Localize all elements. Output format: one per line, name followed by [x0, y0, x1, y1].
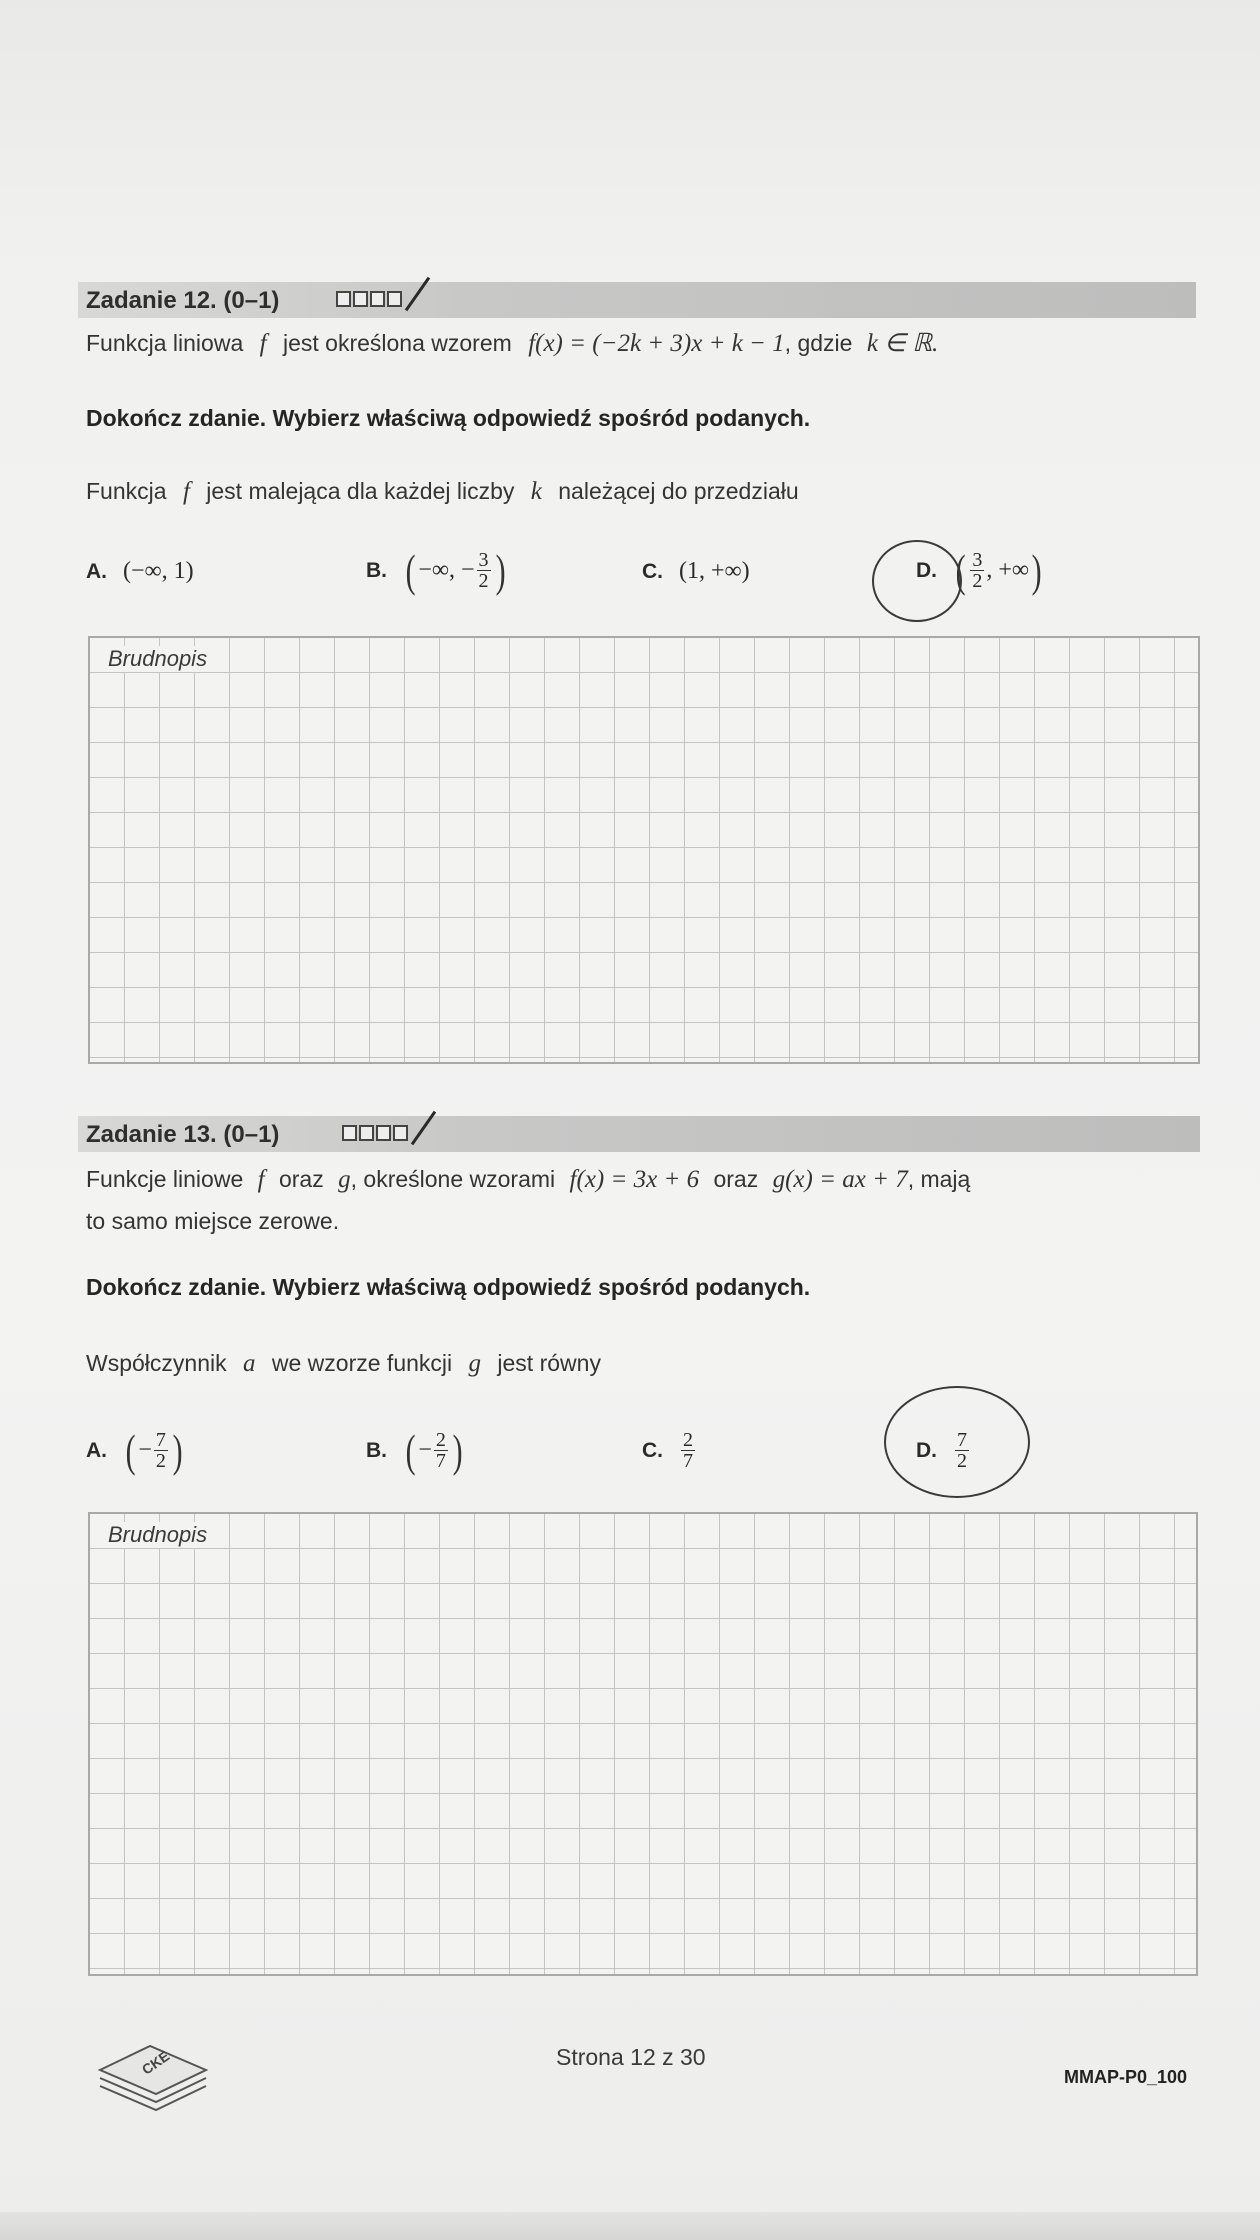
page-bottom-edge: [0, 2212, 1260, 2240]
scratch-label: Brudnopis: [104, 646, 211, 672]
score-slash-icon: [411, 1111, 436, 1145]
answer-12-a[interactable]: A. (−∞, 1): [86, 558, 194, 584]
selected-answer-circle: [884, 1386, 1030, 1498]
document-code: MMAP-P0_100: [1064, 2067, 1188, 2087]
answer-12-c[interactable]: C. (1, +∞): [642, 558, 750, 584]
scratch-area-13[interactable]: [88, 1512, 1198, 1976]
task-13-intro-line2: to samo miejsce zerowe.: [86, 1208, 340, 1234]
answer-12-d[interactable]: D. ( $\frac{3}{2}$ , +∞ ): [916, 544, 1042, 596]
task-13-title: Zadanie 13. (0–1): [86, 1121, 280, 1148]
answer-13-a[interactable]: A. ( − $\frac{7}{2}$ ): [86, 1424, 183, 1476]
answer-13-b[interactable]: B. ( − $\frac{2}{7}$ ): [366, 1424, 463, 1476]
answer-12-b[interactable]: B. ( −∞, − $\frac{3}{2}$ ): [366, 544, 506, 596]
cke-logo-icon: [94, 2040, 214, 2125]
scratch-area-12[interactable]: [88, 636, 1200, 1064]
score-boxes: [336, 291, 402, 307]
task-12-instruction: Dokończ zdanie. Wybierz właściwą odpowiedź spośród podanych.: [86, 405, 811, 431]
page-number: Strona 12 z 30: [556, 2044, 706, 2070]
task-13-header: [78, 1116, 1200, 1152]
task-13-prompt: Współczynnik a we wzorze funkcji g jest równy: [86, 1350, 601, 1377]
answer-13-c[interactable]: C. $\frac{2}{7}$: [642, 1429, 693, 1472]
task-12-title: Zadanie 12. (0–1): [86, 287, 280, 314]
task-12-header: [78, 282, 1196, 318]
task-12-prompt: Funkcja f jest malejąca dla każdej liczby k należącej do przedziału: [86, 478, 799, 505]
task-13-instruction: Dokończ zdanie. Wybierz właściwą odpowiedź spośród podanych.: [86, 1274, 811, 1300]
scratch-label: Brudnopis: [104, 1522, 211, 1548]
answer-13-d[interactable]: D. $\frac{7}{2}$: [916, 1429, 967, 1472]
score-boxes: [342, 1125, 408, 1141]
selected-answer-circle: [872, 540, 962, 622]
task-13-intro: Funkcje liniowe f oraz g, określone wzorami f(x) = 3x + 6 oraz g(x) = ax + 7, mają: [86, 1166, 971, 1193]
score-slash-icon: [405, 277, 430, 311]
svg-text:CKE: CKE: [138, 2047, 173, 2078]
task-12-intro: Funkcja liniowa f jest określona wzorem f(x) = (−2k + 3)x + k − 1, gdzie k ∈ ℝ.: [86, 330, 939, 357]
